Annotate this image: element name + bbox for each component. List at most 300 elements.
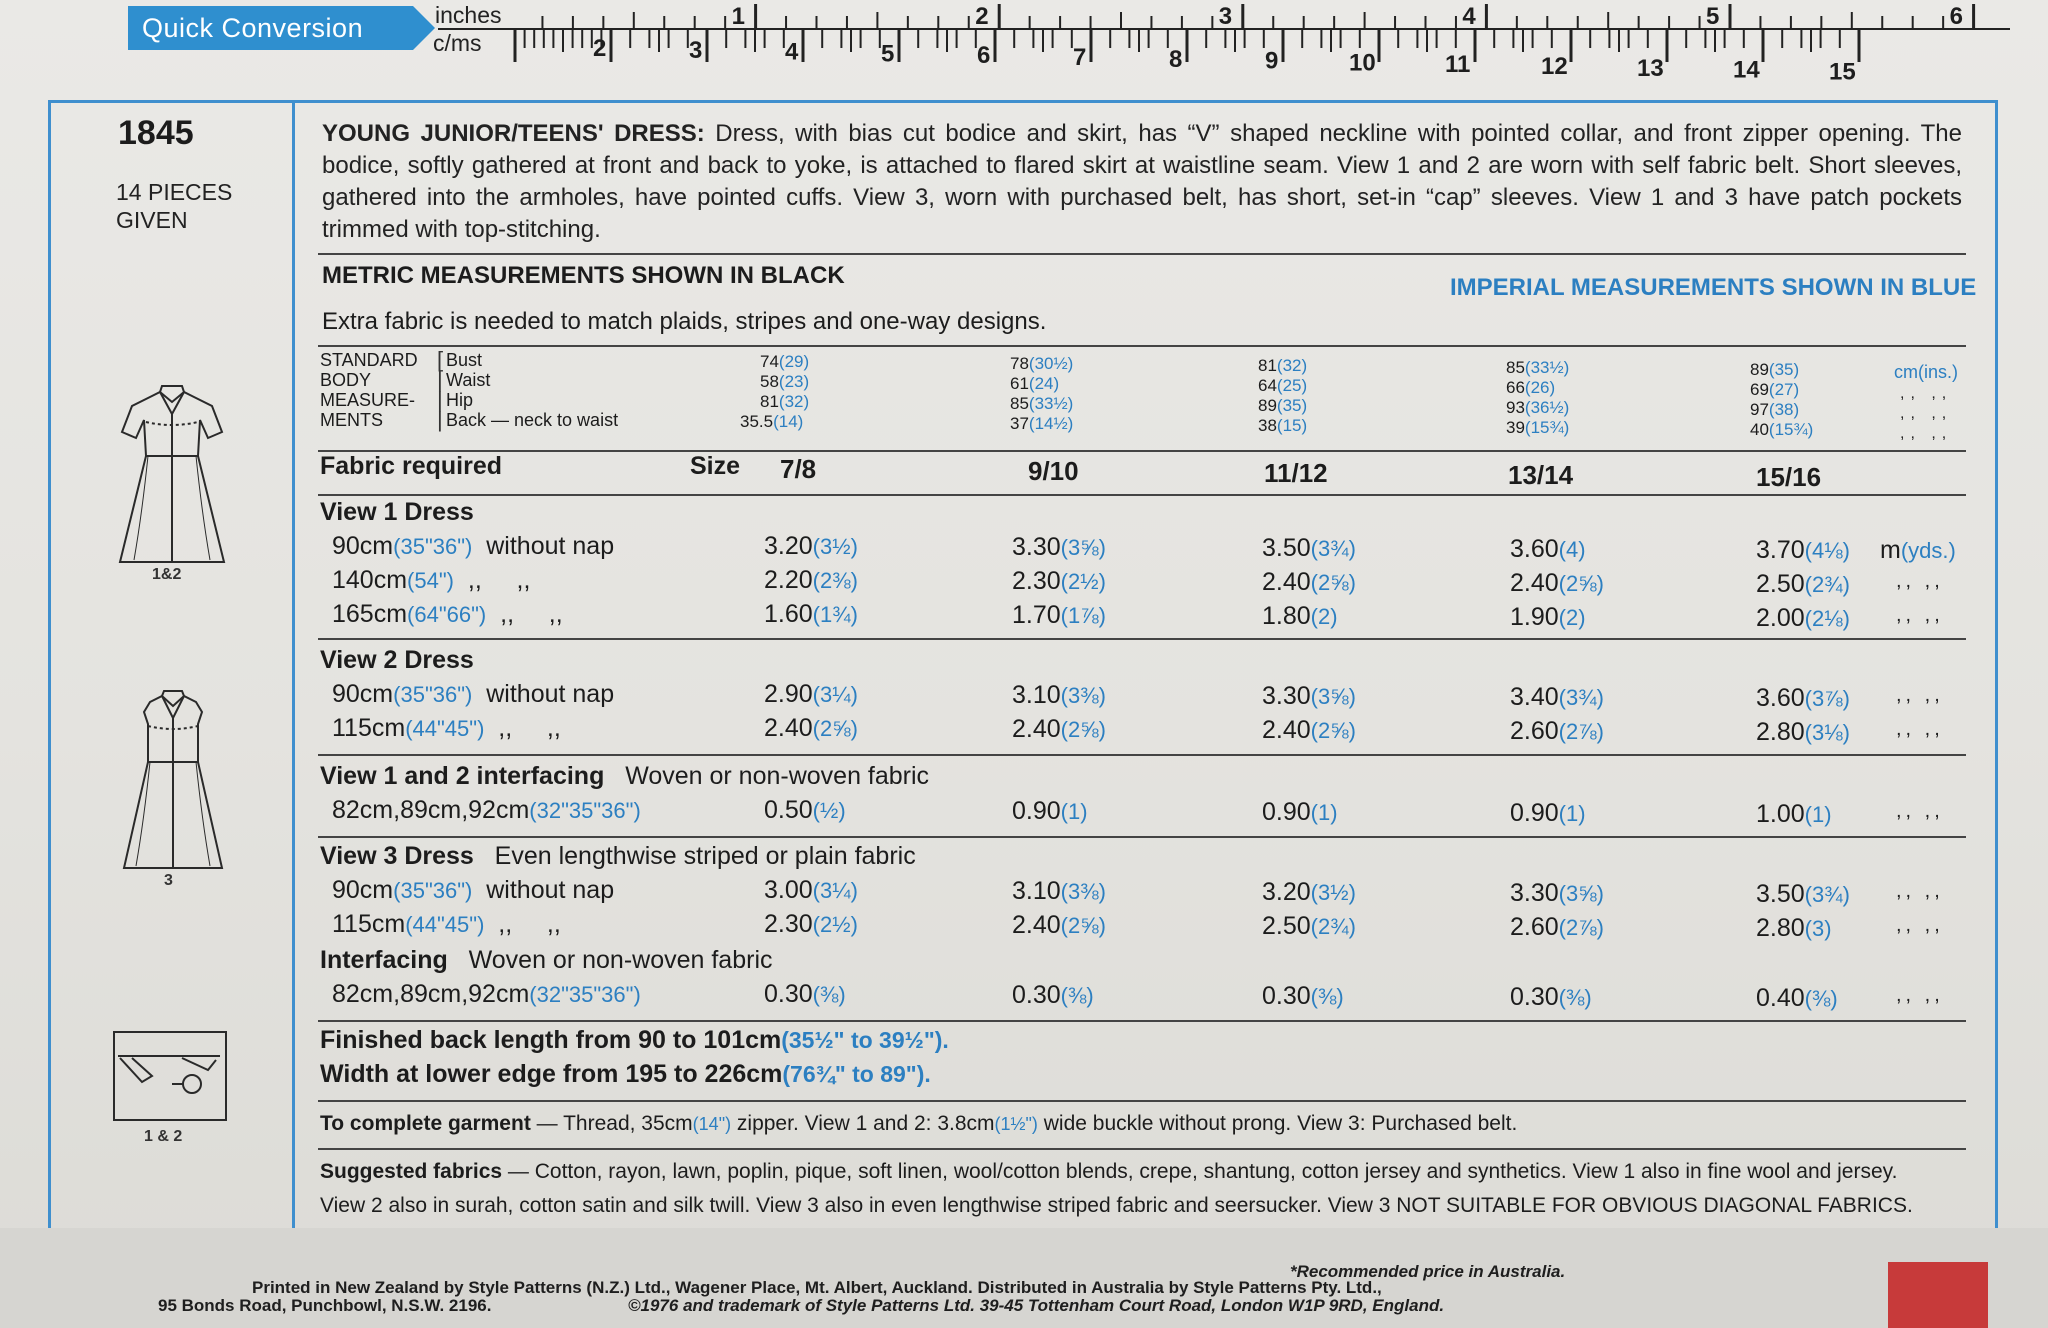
complete-text-a-imperial: (14") [692,1114,732,1134]
width-imperial: (35"36") [393,534,473,559]
body-metric-value: 89 [1750,360,1769,379]
body-imperial-value: (38) [1768,400,1800,419]
section-title-text: View 1 and 2 interfacing [320,762,605,790]
section-title-text: View 3 Dress [320,842,474,870]
width-metric: 140cm [332,566,408,594]
ditto-marks: ,, ,, [1896,914,1944,936]
body-metric-value: 81 [760,392,779,411]
sketch-label-belt: 1 & 2 [144,1128,183,1145]
width-note: ,, ,, [484,910,561,938]
fabric-amount-cell [1756,718,1850,747]
amount-metric: 0.50 [764,796,813,824]
body-imperial-value: (33½) [1028,394,1074,413]
fabric-amount-cell [1262,716,1356,745]
amount-metric: 2.40 [1012,715,1061,743]
fabric-width [332,876,614,905]
fabric-amount-cell [1012,981,1094,1010]
amount-metric: 3.20 [1262,878,1311,906]
body-measurement-cell [1010,394,1073,414]
amount-imperial: (2¾) [1804,572,1850,597]
fabric-amount-cell [1756,984,1838,1013]
fabric-amount-cell [1510,683,1604,712]
ruler-cm-label: 10 [1349,49,1376,77]
amount-metric: 3.60 [1756,684,1805,712]
amount-metric: 2.40 [1262,716,1311,744]
body-measurement-cell [1750,380,1799,400]
fabric-width [332,714,561,743]
body-measurement-cell [1010,374,1059,394]
fabric-amount-cell [1012,601,1106,630]
ruler-cm-label: 5 [881,40,895,68]
unit-label [1880,536,1956,565]
amount-imperial: (2) [1558,605,1586,630]
fabric-amount-cell [1012,877,1106,906]
width-imperial: (35"36") [393,878,473,903]
to-complete-label: To complete garment [320,1112,531,1135]
fabric-amount-cell [1510,717,1604,746]
fabric-width [332,680,614,709]
fabric-required-label: Fabric required [320,452,502,480]
width-imperial: (44"45") [405,912,485,937]
width-note: without nap [472,876,615,904]
column-divider [292,100,295,1240]
amount-metric: 3.30 [1262,682,1311,710]
amount-metric: 2.30 [764,910,813,938]
finished-back-length-text: Finished back length from 90 to 101cm [320,1026,782,1054]
belt-view-1-2-sketch [112,1030,230,1124]
suggested-fabrics [320,1160,1897,1184]
amount-metric: 0.90 [1012,797,1061,825]
fabric-amount-cell [1262,878,1356,907]
body-measurement-cell [1258,356,1307,376]
fabric-amount-cell [1012,911,1106,940]
width-metric: 115cm [332,910,406,938]
fabric-amount-cell [1012,797,1088,826]
section-subtitle: Woven or non-woven fabric [447,946,773,974]
ruler-unit-cm: c/ms [433,30,482,56]
finished-back-length [320,1026,949,1055]
amount-imperial: (3¾) [1558,685,1604,710]
amount-metric: 0.90 [1262,798,1311,826]
width-imperial: (44"45") [405,716,485,741]
ruler-cm-label: 2 [593,35,607,62]
ruler-cm-label: 7 [1073,44,1087,71]
amount-imperial: (3½) [1310,880,1356,905]
finished-back-length-imperial: (35½" to 39½"). [781,1027,949,1053]
fabric-amount-cell [1756,604,1850,633]
fabric-amount-cell [764,876,858,905]
amount-metric: 3.30 [1510,879,1559,907]
amount-metric: 0.30 [1262,982,1311,1010]
amount-imperial: (2¾) [1310,914,1356,939]
width-note: without nap [472,680,615,708]
amount-imperial: (2⅝) [1060,717,1106,742]
complete-text-c: wide buckle without prong. View 3: Purchased belt. [1037,1112,1518,1135]
body-measurement-cell [760,352,809,372]
divider [318,494,1966,496]
amount-imperial: (1⅞) [1060,603,1106,628]
dress-view-3-sketch [118,690,228,872]
body-imperial-value: (26) [1524,378,1556,397]
sketch-label-1-2: 1&2 [152,566,182,583]
amount-metric: 0.40 [1756,984,1805,1012]
amount-imperial: (3⅜) [1060,683,1106,708]
body-imperial-value: (30½) [1028,354,1074,373]
width-metric: 82cm,89cm,92cm [332,796,530,824]
width-imperial: (54") [407,568,454,593]
description-text: Dress, with bias cut bodice and skirt, has “V” shaped neckline with pointed collar, and front zipper opening. The bodice, softly gathered at front and back to yoke, is attached to flared skirt at waistline seam. View 1 and 2 are worn with self fabric belt. Short sleeves, gathered into the armholes, have pointed cuffs. View 3, worn with purchased belt, has short, set-in “cap” sleeves. View 1 and 3 have patch pockets trimmed with top-stitching. [322,120,1963,243]
fabric-amount-cell [764,600,858,629]
section-title-text: View 1 Dress [320,498,474,526]
fabric-amount-cell [1510,879,1604,908]
ruler-inch-label: 3 [1218,3,1233,30]
amount-metric: 0.90 [1510,799,1559,827]
complete-text-a: — Thread, 35cm [530,1112,693,1135]
size-header: 13/14 [1508,460,1574,490]
fabric-amount-cell [1510,983,1592,1012]
body-metric-value: 74 [760,352,779,371]
amount-imperial: (2⅝) [1558,571,1604,596]
fabric-amount-cell [1756,800,1832,829]
body-measurement-cell [1750,360,1799,380]
fabric-amount-cell [1012,681,1106,710]
body-metric-value: 69 [1750,380,1769,399]
width-note: ,, ,, [453,566,531,594]
body-measurement-cell [1750,420,1813,440]
fabric-amount-cell [1012,715,1106,744]
suggested-label: Suggested fabrics [320,1160,503,1183]
amount-metric: 2.40 [764,714,813,742]
ditto-marks: ,, ,, [1896,604,1944,626]
fabric-amount-cell [1262,912,1356,941]
ruler-cm-label: 6 [977,42,991,70]
divider [318,836,1966,838]
unit-imperial: (yds.) [1900,538,1956,563]
fabric-section-title [320,946,773,975]
amount-imperial: (2⅝) [1060,913,1106,938]
body-imperial-value: (14½) [1028,414,1074,433]
amount-metric: 2.40 [1262,568,1311,596]
body-imperial-value: (32) [778,392,810,411]
width-imperial: (32"35"36") [529,982,641,1007]
pattern-number: 1845 [118,114,194,152]
body-imperial-value: (35) [1768,360,1800,379]
divider [318,1148,1966,1150]
body-imperial-value: (23) [778,372,810,391]
width-lower-edge-imperial: (76¾" to 89"). [782,1061,931,1087]
body-metric-value: 38 [1258,416,1277,435]
amount-imperial: (1) [1804,802,1832,827]
body-imperial-value: (15) [1276,416,1308,435]
amount-imperial: (3⅞) [1804,686,1850,711]
body-metric-value: 93 [1506,398,1525,417]
width-metric: 82cm,89cm,92cm [332,980,530,1008]
ruler-inch-label: 5 [1706,3,1720,30]
amount-imperial: (2⅜) [812,568,858,593]
printed-by: Printed in New Zealand by Style Patterns (N.Z.) Ltd., Wagener Place, Mt. Albert, Auckland. Distributed in Australia by Style Patterns Pty. Ltd., [252,1278,1382,1297]
fabric-width [332,566,530,595]
ruler-cm-label: 12 [1541,53,1568,80]
row-bust: Bust [446,350,483,370]
body-unit: cm(ins.) [1894,362,1958,382]
amount-imperial: (3¾) [1310,536,1356,561]
body-imperial-value: (29) [778,352,810,371]
ditto-marks: ,, ,, [1896,984,1944,1006]
amount-metric: 1.90 [1510,603,1559,631]
pieces-line-1: 14 PIECES [116,179,233,205]
pattern-description [322,118,1962,246]
body-measurement-cell [1258,416,1307,436]
quick-conversion-ruler [0,0,2048,92]
label-measure: MEASURE- [320,390,416,410]
body-metric-value: 85 [1506,358,1525,377]
fabric-section-title [320,646,474,675]
size-header: 11/12 [1264,458,1328,488]
fabric-amount-cell [764,910,858,939]
amount-imperial: (2) [1310,604,1338,629]
amount-metric: 3.50 [1756,880,1805,908]
divider [318,754,1966,756]
amount-imperial: (4⅛) [1804,538,1850,563]
body-imperial-value: (36½) [1524,398,1570,417]
divider [318,253,1966,255]
amount-imperial: (1) [1310,800,1338,825]
width-metric: 90cm [332,680,394,708]
row-back-neck-to-waist: Back — neck to waist [446,410,619,430]
ruler-inch-label: 4 [1462,3,1476,30]
size-header: 9/10 [1028,456,1079,486]
extra-fabric-note: Extra fabric is needed to match plaids, stripes and one-way designs. [322,308,1047,335]
dress-view-1-2-sketch [112,384,232,569]
fabric-amount-cell [764,566,858,595]
fabric-amount-cell [1510,913,1604,942]
amount-imperial: (2⅛) [1804,606,1850,631]
metric-heading: METRIC MEASUREMENTS SHOWN IN BLACK [322,262,845,289]
amount-metric: 1.00 [1756,800,1805,828]
ruler-cm-label: 9 [1265,47,1279,75]
copyright: ©1976 and trademark of Style Patterns Ltd. 39-45 Tottenham Court Road, London W1P 9RD, England. [628,1296,1445,1315]
body-metric-value: 64 [1258,376,1277,395]
body-imperial-value: (24) [1028,374,1060,393]
amount-imperial: (2⅝) [1310,570,1356,595]
body-metric-value: 35.5 [740,412,774,431]
ditto-marks: ,, ,, [1896,880,1944,902]
body-imperial-value: (15¾) [1524,418,1570,437]
ruler-cm-label: 11 [1445,51,1471,79]
body-imperial-value: (14) [773,412,804,431]
body-measurement-cell [1010,414,1073,434]
row-waist: Waist [446,370,491,390]
to-complete-garment [320,1112,1517,1136]
amount-imperial: (3⅝) [1310,684,1356,709]
fabric-amount-cell [764,714,858,743]
amount-imperial: (1) [1060,799,1088,824]
measurement-bracket: [ | | | [437,347,444,432]
width-lower-edge [320,1060,931,1089]
size-header: 15/16 [1756,462,1822,492]
fabric-amount-cell [1510,535,1586,564]
divider [318,638,1966,640]
ruler-inch-label: 2 [975,3,989,30]
ruler-cm-label: 8 [1169,45,1183,73]
fabric-amount-cell [1756,570,1850,599]
sketch-label-3: 3 [164,872,173,889]
suggested-line-1: — Cotton, rayon, lawn, poplin, pique, soft linen, wool/cotton blends, crepe, shantung, cotton jersey and synthetics. View 1 also in fine wool and jersey. [502,1160,1898,1183]
ruler-cm-label: 3 [689,36,703,64]
body-imperial-value: (27) [1768,380,1800,399]
fabric-width [332,980,641,1009]
amount-imperial: (3¼) [812,682,858,707]
ruler-cm-label: 15 [1829,58,1856,86]
body-imperial-value: (33½) [1524,358,1570,377]
fabric-amount-cell [764,680,858,709]
fabric-amount-cell [764,796,846,825]
divider [318,1020,1966,1022]
label-ments: MENTS [320,410,383,430]
fabric-width [332,600,563,629]
amount-metric: 2.30 [1012,567,1061,595]
amount-metric: 2.60 [1510,913,1559,941]
label-standard: STANDARD [320,350,418,370]
fabric-amount-cell [1262,682,1356,711]
section-title-text: View 2 Dress [320,646,474,674]
label-body: BODY [320,370,372,390]
amount-metric: 3.00 [764,876,813,904]
body-metric-value: 89 [1258,396,1277,415]
fabric-amount-cell [1510,569,1604,598]
fabric-amount-cell [1262,982,1344,1011]
ruler-inch-label: 6 [1949,3,1963,30]
ditto-marks: ,, ,, [1896,570,1944,592]
fabric-section-title [320,498,474,527]
body-measurement-cell [1010,354,1073,374]
amount-metric: 3.40 [1510,683,1559,711]
ditto-marks: ,, ,, [1896,800,1944,822]
body-imperial-value: (35) [1276,396,1308,415]
divider [318,450,1966,452]
amount-imperial: (⅜) [1804,986,1838,1011]
ditto-marks: ,, ,, [1896,718,1944,740]
quick-conversion-badge: Quick Conversion [128,6,413,50]
amount-metric: 0.30 [1012,981,1061,1009]
width-note: ,, ,, [486,600,563,628]
amount-metric: 2.40 [1510,569,1559,597]
amount-imperial: (3⅝) [1060,535,1106,560]
fabric-amount-cell [764,980,846,1009]
amount-imperial: (1) [1558,801,1586,826]
body-measurement-cell [1506,378,1555,398]
ruler-cm-label: 14 [1733,56,1760,84]
amount-metric: 1.60 [764,600,813,628]
row-hip: Hip [446,390,474,410]
body-measurement-cell [760,372,809,392]
amount-imperial: (3⅝) [1558,881,1604,906]
amount-metric: 2.80 [1756,914,1805,942]
amount-imperial: (½) [812,798,846,823]
width-imperial: (35"36") [393,682,473,707]
amount-metric: 3.10 [1012,681,1061,709]
divider [318,345,1966,347]
description-title: YOUNG JUNIOR/TEENS' DRESS: [322,120,705,147]
fabric-amount-cell [764,532,858,561]
ruler-cm-label: 13 [1637,54,1664,82]
fabric-amount-cell [1510,799,1586,828]
complete-text-b: zipper. View 1 and 2: 3.8cm [731,1112,995,1135]
amount-metric: 3.50 [1262,534,1311,562]
amount-imperial: (1¾) [812,602,858,627]
standard-body-measurements-label [320,350,418,430]
recommended-price: *Recommended price in Australia. [1290,1262,1566,1281]
ditto-marks: ,, ,, [1896,684,1944,706]
body-unit-dittos: ,, ,, ,, ,, ,, ,, [1900,385,1953,442]
fabric-section-title [320,842,916,871]
complete-text-b-imperial: (1½") [994,1114,1038,1134]
amount-metric: 3.20 [764,532,813,560]
fabric-amount-cell [1262,798,1338,827]
width-note: without nap [472,532,615,560]
divider [318,1100,1966,1102]
amount-metric: 0.30 [764,980,813,1008]
width-metric: 90cm [332,532,394,560]
width-metric: 115cm [332,714,406,742]
amount-metric: 1.80 [1262,602,1311,630]
amount-metric: 3.70 [1756,536,1805,564]
amount-imperial: (3¾) [1804,882,1850,907]
width-note: ,, ,, [484,714,561,742]
amount-imperial: (3⅜) [1060,879,1106,904]
amount-imperial: (2⅞) [1558,915,1604,940]
amount-imperial: (⅜) [812,982,846,1007]
amount-imperial: (4) [1558,537,1586,562]
fabric-width [332,910,561,939]
body-metric-value: 81 [1258,356,1277,375]
amount-metric: 2.40 [1012,911,1061,939]
width-metric: 165cm [332,600,408,628]
amount-imperial: (⅜) [1060,983,1094,1008]
fabric-amount-cell [1756,914,1832,943]
amount-metric: 3.30 [1012,533,1061,561]
fabric-amount-cell [1510,603,1586,632]
section-title-text: Interfacing [320,946,448,974]
body-measurement-cell [1258,396,1307,416]
body-metric-value: 61 [1010,374,1029,393]
section-subtitle: Even lengthwise striped or plain fabric [473,842,916,870]
amount-metric: 3.10 [1012,877,1061,905]
amount-imperial: (2⅝) [812,716,858,741]
measurement-row-names [446,350,618,430]
address: 95 Bonds Road, Punchbowl, N.S.W. 2196. [158,1296,492,1315]
unit-metric: m [1880,536,1901,564]
amount-metric: 1.70 [1012,601,1061,629]
body-metric-value: 78 [1010,354,1029,373]
body-measurement-cell [740,412,803,432]
fabric-amount-cell [1262,602,1338,631]
amount-metric: 0.30 [1510,983,1559,1011]
ruler-inch-label: 1 [731,3,745,30]
amount-metric: 2.50 [1262,912,1311,940]
body-metric-value: 97 [1750,400,1769,419]
amount-imperial: (3⅛) [1804,720,1850,745]
fabric-amount-cell [1262,534,1356,563]
amount-metric: 3.60 [1510,535,1559,563]
amount-imperial: (⅜) [1558,985,1592,1010]
body-metric-value: 40 [1750,420,1769,439]
amount-metric: 2.90 [764,680,813,708]
fabric-amount-cell [1262,568,1356,597]
amount-imperial: (⅜) [1310,984,1344,1009]
body-measurement-cell [760,392,809,412]
fabric-amount-cell [1012,567,1106,596]
